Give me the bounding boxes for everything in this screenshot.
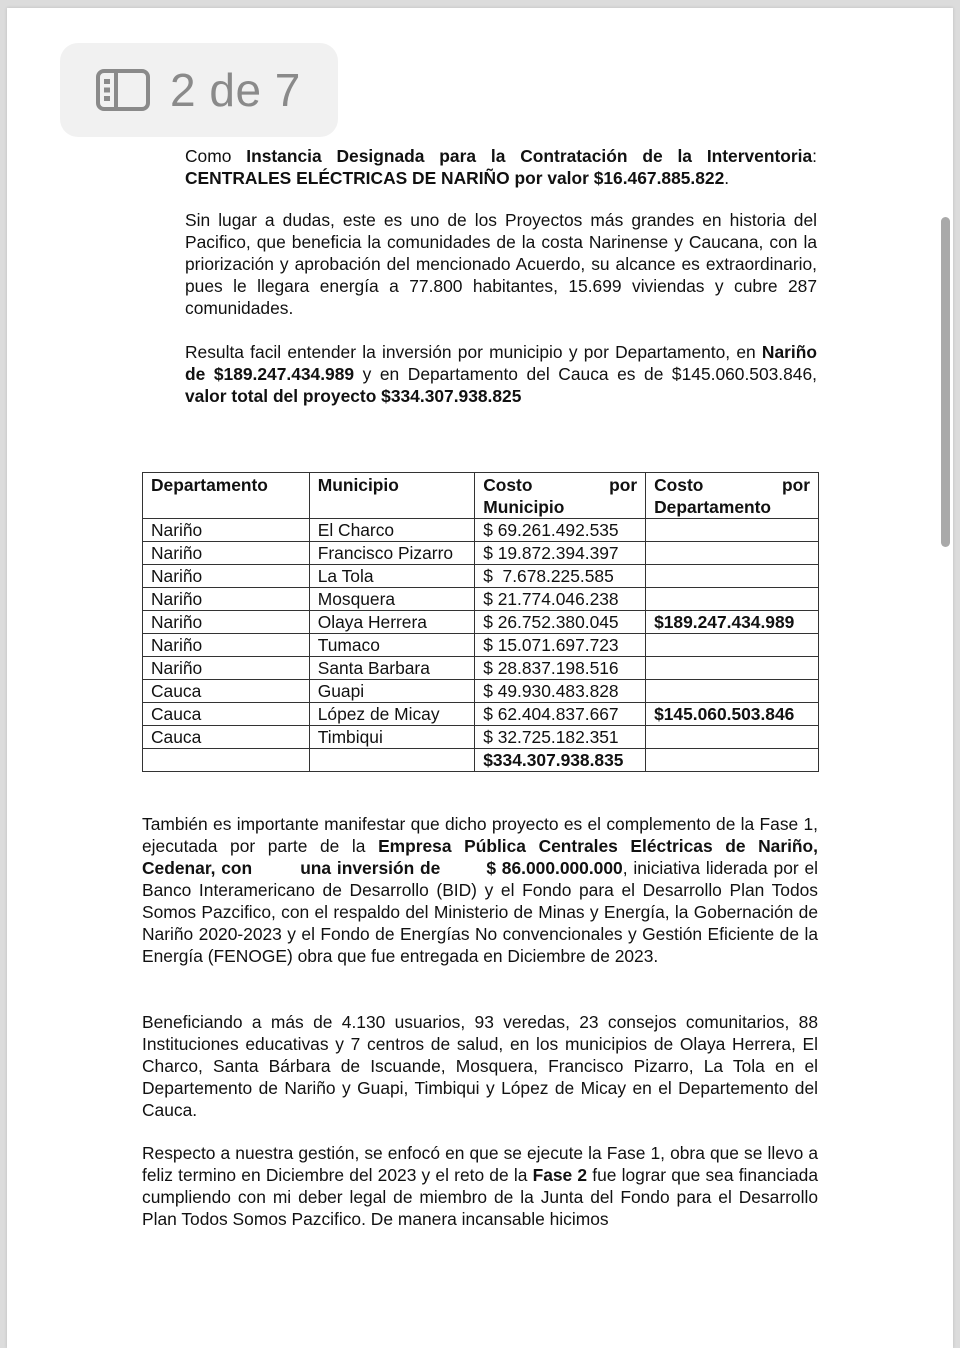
cell-costo-departamento: $145.060.503.846 (646, 703, 819, 726)
cell-costo-municipio: $ 15.071.697.723 (475, 634, 646, 657)
text-run: fue lograr que sea financiada cumpliendo con mi deber legal de miembro de la Junta del Fondo para el Desarrollo Plan Todos Somos Pazcifico. De manera incansable hicimos (142, 1165, 818, 1229)
cell-costo-departamento (646, 542, 819, 565)
header-word: Municipio (483, 497, 565, 517)
cell-empty (309, 749, 474, 772)
cell-municipio: El Charco (309, 519, 474, 542)
cell-costo-municipio: $ 21.774.046.238 (475, 588, 646, 611)
text-run: Resulta facil entender la inversión por municipio y por Departamento, en (185, 342, 762, 362)
table-row (143, 634, 819, 657)
header-word: Costo (654, 475, 704, 495)
bold-run: CENTRALES ELÉCTRICAS DE NARIÑO por valor $16.467.885.822 (185, 168, 725, 188)
table-row (143, 726, 819, 749)
cell-municipio: Tumaco (309, 634, 474, 657)
bold-run: Instancia Designada para la Contratación de la Interventoria (246, 146, 813, 166)
cell-departamento: Cauca (143, 726, 310, 749)
cell-municipio: Francisco Pizarro (309, 542, 474, 565)
text-run: y en Departamento del Cauca es de $145.060.503.846, (354, 364, 817, 384)
text-run: Como (185, 146, 247, 166)
cell-costo-municipio: $ 28.837.198.516 (475, 657, 646, 680)
bold-run: una inversión de (300, 858, 441, 878)
cell-costo-departamento (646, 726, 819, 749)
paragraph-fase-1 (142, 813, 818, 967)
cell-empty (143, 749, 310, 772)
sidebar-toggle-icon[interactable] (96, 69, 150, 111)
cell-departamento: Nariño (143, 634, 310, 657)
paragraph-investment-summary (185, 341, 817, 407)
cell-departamento: Nariño (143, 588, 310, 611)
cell-municipio: Santa Barbara (309, 657, 474, 680)
cell-departamento: Nariño (143, 519, 310, 542)
table-row (143, 611, 819, 634)
header-departamento: Departamento (143, 473, 310, 519)
cell-departamento: Nariño (143, 657, 310, 680)
header-municipio: Municipio (309, 473, 474, 519)
cell-costo-municipio: $ 32.725.182.351 (475, 726, 646, 749)
text-run: También es importante manifestar que dicho proyecto es el complemento de la Fase 1, ejecutada por parte de la (142, 814, 818, 856)
header-word: por (609, 475, 638, 495)
table-row (143, 565, 819, 588)
header-costo-municipio (475, 473, 646, 519)
table-row (143, 680, 819, 703)
vertical-scrollbar[interactable] (941, 217, 950, 547)
text-run: Respecto a nuestra gestión, se enfocó en que se ejecute la Fase 1, obra que se llevo a feliz termino en Diciembre del 2023 y el reto de la (142, 1143, 818, 1185)
table-row (143, 542, 819, 565)
paragraph-interventoria (185, 145, 817, 189)
table-total-row (143, 749, 819, 772)
header-costo-departamento (646, 473, 819, 519)
table-row (143, 588, 819, 611)
cell-costo-municipio: $ 69.261.492.535 (475, 519, 646, 542)
cell-costo-municipio: $ 7.678.225.585 (475, 565, 646, 588)
bold-run: Empresa Pública Centrales Eléctricas de Nariño, Cedenar, con (142, 836, 819, 878)
cell-empty (646, 749, 819, 772)
header-word: Costo (483, 475, 533, 495)
cell-costo-departamento (646, 565, 819, 588)
cell-costo-departamento (646, 519, 819, 542)
cell-municipio: La Tola (309, 565, 474, 588)
paragraph-beneficiaries: Beneficiando a más de 4.130 usuarios, 93 veredas, 23 consejos comunitarios, 88 Instituciones educativas y 7 centros de salud, en los municipios de Olaya Herrera, El Charco, Santa Bárbara de Iscuande, Mosquera, Francisco Pizarro, La Tola en el Departemento de Nariño y Guapi, Timbiqui y López de Micay en el Departemento del Cauca. (142, 1012, 818, 1120)
paragraph-gestion (142, 1142, 818, 1230)
bold-run: valor total del proyecto $334.307.938.825 (185, 386, 522, 406)
cell-municipio: Timbiqui (309, 726, 474, 749)
cell-costo-departamento: $189.247.434.989 (646, 611, 819, 634)
table-row (143, 657, 819, 680)
table-header-row (143, 473, 819, 519)
cell-costo-municipio: $ 26.752.380.045 (475, 611, 646, 634)
bold-run: $ 86.000.000.000 (486, 858, 623, 878)
page-indicator[interactable] (60, 43, 338, 137)
header-word: Departamento (654, 497, 772, 517)
bold-run: Fase 2 (532, 1165, 588, 1185)
cell-departamento: Nariño (143, 611, 310, 634)
cell-costo-departamento (646, 588, 819, 611)
cell-costo-departamento (646, 657, 819, 680)
cell-costo-departamento (646, 680, 819, 703)
text-run: , iniciativa liderada por el Banco Interamericano de Desarrollo (BID) y el Fondo para el Desarrollo Plan Todos Somos Pazcifico, con el respaldo del Ministerio de Minas y Energía, la Gobernación de Nariño 2020-2023 y el Fondo de Energías No convencionales y Gestión Eficiente de la Energía (FENOGE) obra que fue entregada en Diciembre de 2023. (142, 858, 818, 966)
cell-departamento: Cauca (143, 680, 310, 703)
cell-costo-departamento (646, 634, 819, 657)
cell-municipio: Mosquera (309, 588, 474, 611)
text-run: : (812, 146, 817, 166)
cell-costo-municipio: $ 49.930.483.828 (475, 680, 646, 703)
cell-municipio: Guapi (309, 680, 474, 703)
cell-total: $334.307.938.835 (475, 749, 646, 772)
cell-departamento: Nariño (143, 565, 310, 588)
cell-departamento: Nariño (143, 542, 310, 565)
cell-municipio: Olaya Herrera (309, 611, 474, 634)
paragraph-project-scope: Sin lugar a dudas, este es uno de los Proyectos más grandes en historia del Pacifico, que beneficia la comunidades de la costa Narinense y Caucana, con la priorización y aprobación del mencionado Acuerdo, su alcance es extraordinario, pues le llegara energía a 77.800 habitantes, 15.699 viviendas y cubre 287 comunidades. (185, 210, 817, 318)
cell-departamento: Cauca (143, 703, 310, 726)
page-number-label: 2 de 7 (170, 64, 301, 116)
cost-table (142, 472, 819, 772)
table-row (143, 519, 819, 542)
table-row (143, 703, 819, 726)
cell-costo-municipio: $ 19.872.394.397 (475, 542, 646, 565)
cell-municipio: López de Micay (309, 703, 474, 726)
header-word: por (781, 475, 810, 495)
bold-run: Nariño de $189.247.434.989 (185, 342, 817, 384)
text-run: . (724, 168, 730, 188)
cell-costo-municipio: $ 62.404.837.667 (475, 703, 646, 726)
